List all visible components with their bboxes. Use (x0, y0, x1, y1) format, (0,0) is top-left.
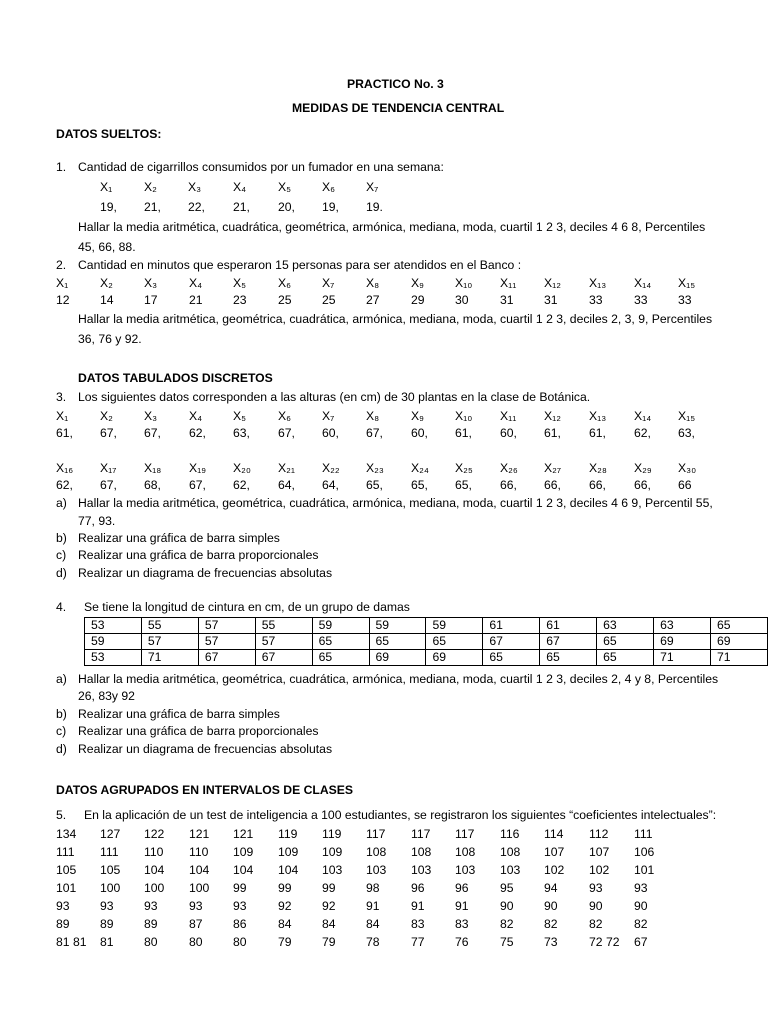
problem-2-instruction-cont: 36, 76 y 92. (78, 332, 142, 346)
data-value: 31 (500, 293, 514, 307)
variable-label: X₂ (144, 180, 157, 194)
table-cell: 59 (426, 618, 483, 634)
variable-label: X₅ (233, 276, 247, 290)
data-value: 62, (56, 478, 73, 492)
variable-label: X₄ (189, 409, 203, 423)
variable-label: X₃ (188, 180, 202, 194)
data-value: 122 (144, 827, 165, 841)
data-value: 17 (144, 293, 158, 307)
data-value: 66 (678, 478, 692, 492)
variable-label: X₂₉ (634, 461, 652, 475)
data-value: 81 81 (56, 935, 87, 949)
data-value: 65, (366, 478, 383, 492)
data-value: 79 (278, 935, 292, 949)
table-cell: 67 (540, 634, 597, 650)
problem-3-labels-1 (0, 409, 768, 423)
data-value: 117 (455, 827, 475, 841)
item-text: Realizar una gráfica de barra proporcionales (78, 724, 319, 738)
problem-1-instruction: Hallar la media aritmética, cuadrática, geométrica, armónica, mediana, moda, cuartil 1 2 3, deciles 4 6 8, Percentiles (78, 220, 706, 234)
table-cell: 55 (141, 618, 198, 634)
data-value: 103 (500, 863, 521, 877)
data-value: 109 (278, 845, 299, 859)
variable-label: X₁₁ (500, 409, 517, 423)
item-text: Realizar un diagrama de frecuencias absolutas (78, 566, 333, 580)
data-row (0, 881, 768, 895)
problem-1-labels (0, 180, 768, 194)
table-row (85, 650, 768, 666)
data-value: 67, (366, 426, 383, 440)
data-value: 77 (411, 935, 425, 949)
data-value: 82 (634, 917, 648, 931)
data-value: 65, (411, 478, 428, 492)
variable-label: X₁ (100, 180, 113, 194)
data-value: 84 (278, 917, 292, 931)
data-value: 93 (189, 899, 203, 913)
item-text-cont: 77, 93. (78, 514, 116, 528)
data-value: 101 (634, 863, 655, 877)
table-cell: 65 (597, 650, 654, 666)
data-value: 67, (100, 478, 117, 492)
section-heading-datos-agrupados: DATOS AGRUPADOS EN INTERVALOS DE CLASES (56, 783, 354, 797)
variable-label: X₁₀ (455, 276, 473, 290)
table-cell: 59 (312, 618, 369, 634)
data-value: 62, (233, 478, 250, 492)
data-value: 61, (56, 426, 73, 440)
data-value: 127 (100, 827, 121, 841)
problem-5-number: 5. (56, 808, 67, 822)
data-value: 60, (322, 426, 339, 440)
table-cell: 63 (654, 618, 711, 634)
data-value: 121 (189, 827, 210, 841)
table-cell: 65 (369, 634, 426, 650)
data-row (0, 917, 768, 931)
item-text: Realizar una gráfica de barra simples (78, 531, 280, 545)
variable-label: X₈ (366, 409, 380, 423)
table-cell: 53 (85, 618, 142, 634)
variable-label: X₁₉ (189, 461, 207, 475)
data-value: 90 (589, 899, 603, 913)
data-value: 94 (544, 881, 558, 895)
data-value: 103 (322, 863, 343, 877)
problem-5-text: En la aplicación de un test de inteligencia a 100 estudiantes, se registraron los siguientes “coeficientes intelectuales”: (84, 808, 717, 822)
data-value: 68, (144, 478, 161, 492)
variable-label: X₂₂ (322, 461, 340, 475)
data-value: 109 (233, 845, 254, 859)
data-row (0, 899, 768, 913)
data-value: 25 (322, 293, 336, 307)
item-text: Realizar una gráfica de barra simples (78, 707, 280, 721)
data-value: 25 (278, 293, 292, 307)
table-cell: 57 (141, 634, 198, 650)
variable-label: X₂₈ (589, 461, 607, 475)
data-value: 104 (144, 863, 165, 877)
data-value: 33 (634, 293, 648, 307)
data-value: 80 (144, 935, 158, 949)
data-value: 93 (144, 899, 158, 913)
table-cell: 53 (85, 650, 142, 666)
data-value: 96 (411, 881, 425, 895)
data-value: 62, (189, 426, 206, 440)
data-value: 61, (544, 426, 561, 440)
data-value: 83 (411, 917, 425, 931)
data-value: 67 (634, 935, 648, 949)
table-cell: 65 (312, 634, 369, 650)
table-row (85, 634, 768, 650)
data-value: 108 (366, 845, 387, 859)
data-row (0, 845, 768, 859)
data-value: 116 (500, 827, 520, 841)
variable-label: X₁₃ (589, 409, 607, 423)
problem-1-instruction-cont: 45, 66, 88. (78, 240, 136, 254)
variable-label: X₁₆ (56, 461, 74, 475)
problem-1-text: Cantidad de cigarrillos consumidos por un fumador en una semana: (78, 160, 444, 174)
data-value: 104 (278, 863, 299, 877)
data-value: 119 (278, 827, 298, 841)
variable-label: X₁₅ (678, 276, 696, 290)
variable-label: X₁₄ (634, 409, 652, 423)
variable-label: X₇ (322, 409, 335, 423)
variable-label: X₉ (411, 409, 424, 423)
table-cell: 65 (540, 650, 597, 666)
data-value: 107 (589, 845, 610, 859)
variable-label: X₁₀ (455, 409, 473, 423)
table-cell: 57 (198, 634, 255, 650)
item-letter: c) (56, 548, 67, 562)
table-cell: 67 (483, 634, 540, 650)
data-value: 111 (56, 845, 75, 859)
section-heading-datos-sueltos: DATOS SUELTOS: (56, 127, 162, 141)
data-value: 83 (455, 917, 469, 931)
data-value: 90 (544, 899, 558, 913)
item-text: Realizar una gráfica de barra proporcionales (78, 548, 319, 562)
data-value: 100 (100, 881, 121, 895)
variable-label: X₄ (189, 276, 203, 290)
section-heading-datos-tabulados: DATOS TABULADOS DISCRETOS (78, 371, 273, 385)
problem-3-labels-2 (0, 461, 768, 475)
data-value: 106 (634, 845, 655, 859)
data-value: 103 (366, 863, 387, 877)
item-letter: a) (56, 496, 67, 510)
problem-1-number: 1. (56, 160, 67, 174)
table-cell: 61 (483, 618, 540, 634)
data-value: 108 (500, 845, 521, 859)
data-value: 65, (455, 478, 472, 492)
data-value: 105 (56, 863, 77, 877)
table-cell: 69 (369, 650, 426, 666)
data-value: 63, (678, 426, 695, 440)
data-value: 112 (589, 827, 609, 841)
variable-label: X₁ (56, 409, 69, 423)
table-cell: 71 (141, 650, 198, 666)
data-value: 12 (56, 293, 70, 307)
table-cell: 57 (255, 634, 312, 650)
item-text: Realizar un diagrama de frecuencias absolutas (78, 742, 333, 756)
table-cell: 59 (369, 618, 426, 634)
data-value: 82 (589, 917, 603, 931)
data-value: 31 (544, 293, 558, 307)
table-cell: 59 (85, 634, 142, 650)
data-value: 67, (278, 426, 295, 440)
data-value: 84 (322, 917, 336, 931)
data-row (0, 827, 768, 841)
variable-label: X₄ (233, 180, 247, 194)
data-value: 73 (544, 935, 558, 949)
data-value: 76 (455, 935, 469, 949)
table-cell: 65 (312, 650, 369, 666)
data-value: 81 (100, 935, 114, 949)
table-cell: 69 (426, 650, 483, 666)
variable-label: X₃ (144, 276, 158, 290)
item-letter: b) (56, 707, 67, 721)
data-value: 121 (233, 827, 254, 841)
variable-label: X₅ (233, 409, 247, 423)
data-value: 90 (634, 899, 648, 913)
page-subtitle: MEDIDAS DE TENDENCIA CENTRAL (292, 101, 505, 115)
problem-2-number: 2. (56, 258, 67, 272)
data-value: 89 (144, 917, 158, 931)
data-value: 21, (233, 200, 250, 214)
data-value: 22, (188, 200, 205, 214)
item-letter: a) (56, 672, 67, 686)
item-text-cont: 26, 83y 92 (78, 689, 135, 703)
data-value: 91 (366, 899, 380, 913)
data-value: 61, (589, 426, 606, 440)
data-value: 98 (366, 881, 380, 895)
data-value: 63, (233, 426, 250, 440)
table-cell: 65 (426, 634, 483, 650)
data-value: 33 (589, 293, 603, 307)
data-value: 110 (144, 845, 164, 859)
data-value: 67, (189, 478, 206, 492)
variable-label: X₁₁ (500, 276, 517, 290)
data-value: 89 (56, 917, 70, 931)
variable-label: X₁ (56, 276, 69, 290)
table-cell: 67 (198, 650, 255, 666)
table-cell: 65 (483, 650, 540, 666)
data-value: 114 (544, 827, 564, 841)
problem-2-values (0, 293, 768, 307)
data-value: 108 (455, 845, 476, 859)
data-value: 91 (455, 899, 469, 913)
table-cell: 57 (198, 618, 255, 634)
data-value: 93 (634, 881, 648, 895)
table-cell: 65 (597, 634, 654, 650)
data-value: 109 (322, 845, 343, 859)
variable-label: X₂ (100, 276, 113, 290)
item-text: Hallar la media aritmética, geométrica, cuadrática, armónica, mediana, moda, cuartil 1 2 3, deciles 4 6 9, Percentil 55, (78, 496, 713, 510)
data-value: 67, (144, 426, 161, 440)
data-value: 92 (322, 899, 336, 913)
table-cell: 69 (710, 634, 767, 650)
data-value: 96 (455, 881, 469, 895)
data-value: 82 (500, 917, 514, 931)
table-cell: 71 (654, 650, 711, 666)
waist-data-table (84, 617, 768, 666)
item-letter: b) (56, 531, 67, 545)
problem-4-text: Se tiene la longitud de cintura en cm, de un grupo de damas (84, 600, 410, 614)
data-value: 134 (56, 827, 77, 841)
problem-2-text: Cantidad en minutos que esperaron 15 personas para ser atendidos en el Banco : (78, 258, 522, 272)
variable-label: X₆ (278, 409, 292, 423)
variable-label: X₁₅ (678, 409, 696, 423)
variable-label: X₁₈ (144, 461, 162, 475)
problem-3-values-2 (0, 478, 768, 492)
variable-label: X₁₃ (589, 276, 607, 290)
variable-label: X₂₅ (455, 461, 473, 475)
data-value: 23 (233, 293, 247, 307)
data-value: 66, (500, 478, 517, 492)
data-value: 101 (56, 881, 77, 895)
variable-label: X₅ (278, 180, 292, 194)
variable-label: X₇ (366, 180, 379, 194)
data-value: 91 (411, 899, 425, 913)
data-value: 93 (233, 899, 247, 913)
data-value: 86 (233, 917, 247, 931)
data-value: 66, (589, 478, 606, 492)
table-cell: 55 (255, 618, 312, 634)
data-value: 100 (189, 881, 210, 895)
data-value: 62, (634, 426, 651, 440)
data-value: 84 (366, 917, 380, 931)
variable-label: X₇ (322, 276, 335, 290)
data-value: 99 (233, 881, 247, 895)
data-value: 80 (189, 935, 203, 949)
data-value: 30 (455, 293, 469, 307)
variable-label: X₁₂ (544, 276, 561, 290)
variable-label: X₂₁ (278, 461, 295, 475)
data-value: 99 (278, 881, 292, 895)
data-value: 14 (100, 293, 114, 307)
variable-label: X₈ (366, 276, 380, 290)
data-value: 102 (544, 863, 565, 877)
variable-label: X₁₂ (544, 409, 561, 423)
data-value: 117 (411, 827, 431, 841)
data-value: 117 (366, 827, 386, 841)
variable-label: X₂ (100, 409, 113, 423)
data-value: 82 (544, 917, 558, 931)
data-value: 111 (100, 845, 119, 859)
data-value: 105 (100, 863, 121, 877)
data-value: 87 (189, 917, 203, 931)
data-value: 90 (500, 899, 514, 913)
variable-label: X₂₄ (411, 461, 429, 475)
data-value: 61, (455, 426, 472, 440)
data-value: 72 72 (589, 935, 620, 949)
data-value: 21, (144, 200, 161, 214)
data-value: 29 (411, 293, 425, 307)
variable-label: X₂₆ (500, 461, 518, 475)
table-cell: 61 (540, 618, 597, 634)
data-value: 110 (189, 845, 209, 859)
table-cell: 67 (255, 650, 312, 666)
variable-label: X₃ (144, 409, 158, 423)
data-value: 93 (56, 899, 70, 913)
table-cell: 63 (597, 618, 654, 634)
data-row (0, 863, 768, 877)
data-value: 19. (366, 200, 383, 214)
data-value: 95 (500, 881, 514, 895)
data-value: 93 (100, 899, 114, 913)
data-value: 64, (278, 478, 295, 492)
problem-4-number: 4. (56, 600, 67, 614)
data-value: 66, (634, 478, 651, 492)
variable-label: X₂₀ (233, 461, 251, 475)
data-value: 104 (233, 863, 254, 877)
data-value: 92 (278, 899, 292, 913)
variable-label: X₂₃ (366, 461, 384, 475)
item-letter: d) (56, 566, 67, 580)
data-value: 20, (278, 200, 295, 214)
data-value: 102 (589, 863, 610, 877)
data-value: 78 (366, 935, 380, 949)
variable-label: X₁₄ (634, 276, 652, 290)
data-value: 64, (322, 478, 339, 492)
data-value: 21 (189, 293, 203, 307)
variable-label: X₃₀ (678, 461, 697, 475)
data-value: 60, (500, 426, 517, 440)
data-value: 27 (366, 293, 380, 307)
data-value: 119 (322, 827, 342, 841)
data-value: 79 (322, 935, 336, 949)
data-row (0, 935, 768, 949)
problem-3-values-1 (0, 426, 768, 440)
problem-2-labels (0, 276, 768, 290)
data-value: 75 (500, 935, 514, 949)
data-value: 60, (411, 426, 428, 440)
table-cell: 71 (710, 650, 767, 666)
data-value: 111 (634, 827, 653, 841)
data-value: 19, (100, 200, 117, 214)
data-value: 80 (233, 935, 247, 949)
data-value: 66, (544, 478, 561, 492)
item-letter: c) (56, 724, 67, 738)
data-value: 100 (144, 881, 165, 895)
data-value: 107 (544, 845, 565, 859)
data-value: 103 (455, 863, 476, 877)
table-cell: 69 (654, 634, 711, 650)
data-value: 93 (589, 881, 603, 895)
problem-1-values (0, 200, 768, 214)
data-value: 108 (411, 845, 432, 859)
table-cell: 65 (710, 618, 767, 634)
item-text: Hallar la media aritmética, geométrica, cuadrática, armónica, mediana, moda, cuartil 1 2 3, deciles 2, 4 y 8, Percentiles (78, 672, 719, 686)
data-value: 33 (678, 293, 692, 307)
variable-label: X₆ (322, 180, 336, 194)
table-row (85, 618, 768, 634)
page-title: PRACTICO No. 3 (347, 77, 444, 91)
data-value: 104 (189, 863, 210, 877)
data-value: 89 (100, 917, 114, 931)
problem-2-instruction: Hallar la media aritmética, geométrica, cuadrática, armónica, mediana, moda, cuartil 1 2 3, deciles 2, 3, 9, Percentiles (78, 312, 713, 326)
data-value: 19, (322, 200, 339, 214)
data-value: 67, (100, 426, 117, 440)
data-value: 103 (411, 863, 432, 877)
data-value: 99 (322, 881, 336, 895)
variable-label: X₉ (411, 276, 424, 290)
variable-label: X₆ (278, 276, 292, 290)
variable-label: X₁₇ (100, 461, 117, 475)
problem-3-number: 3. (56, 390, 67, 404)
item-letter: d) (56, 742, 67, 756)
variable-label: X₂₇ (544, 461, 562, 475)
problem-3-text: Los siguientes datos corresponden a las alturas (en cm) de 30 plantas en la clase de Botánica. (78, 390, 591, 404)
